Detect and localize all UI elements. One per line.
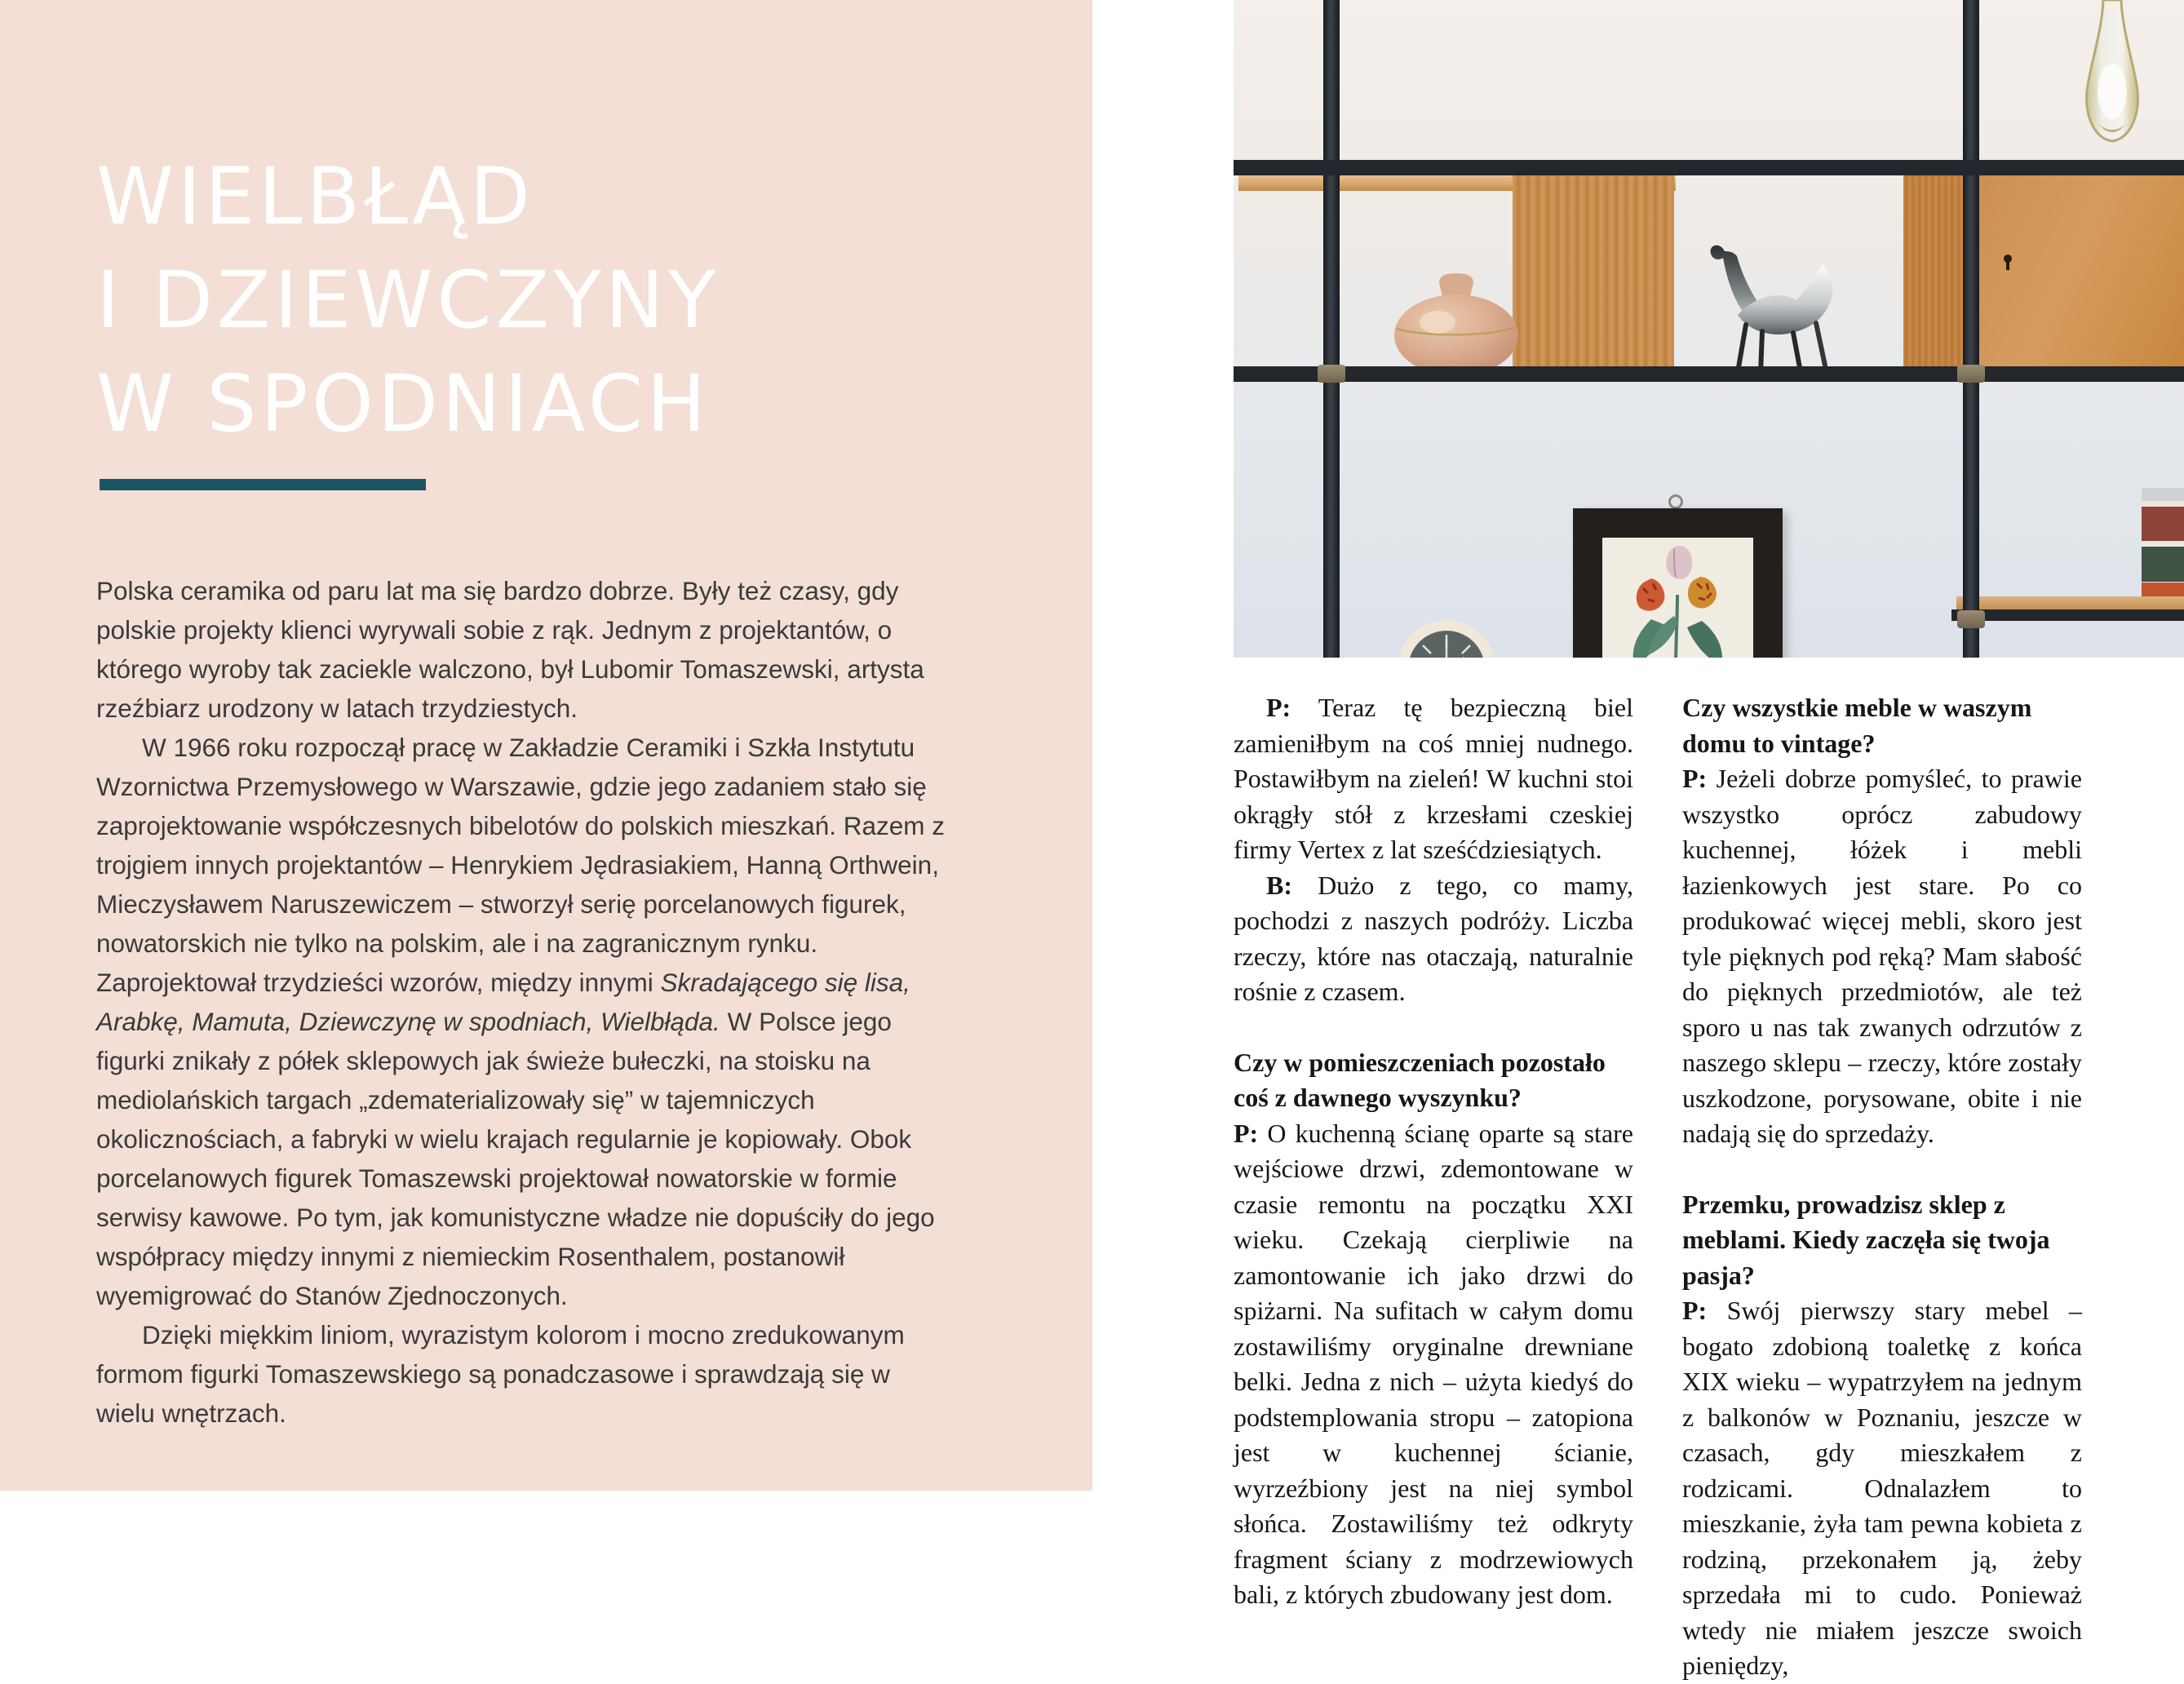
ceramic-vase (1392, 272, 1522, 374)
rail-connector (1318, 365, 1345, 383)
interview-paragraph (1234, 1116, 1633, 1613)
alarm-clock (1396, 618, 1497, 658)
speaker-label: P: (1682, 1296, 1708, 1325)
speaker-label: P: (1234, 1118, 1259, 1148)
paragraph-text: Swój pierwszy stary mebel – bogato zdobioną toaletkę z końca XIX wieku – wypatrzyłem na jednym z balkonów w Poznaniu, jeszcze w czasach, gdy mieszkałem z rodzicami. Odnalazłem to mieszkanie, żyła tam pewna kobieta z rodziną, przekonałem ją, żeby sprzedała mi to cudo. Ponieważ wtedy nie miałem jeszcze swoich pieniędzy, (1682, 1296, 2083, 1680)
glass-vase (2077, 0, 2148, 160)
interview-paragraph (1234, 868, 1633, 1010)
rail-connector (1957, 610, 1985, 628)
interview-question-heading: Czy wszystkie meble w waszym domu to vintage? (1682, 693, 2032, 758)
small-wooden-shelf (1956, 596, 2184, 609)
intro-paragraph-1: Polska ceramika od paru lat ma się bardzo dobrze. Były też czasy, gdy polskie projekty klienci wyrywali sobie z rąk. Jednym z projektantów, o którego wyroby tak zaciekle walczono, był Lubomir Tomaszewski, artysta rzeźbiarz urodzony w latach trzydziestych. (96, 576, 924, 723)
title-line-3: W SPODNIACH (96, 358, 711, 450)
small-shelf-black-edge (1951, 609, 2184, 621)
interview-column-2 (1682, 690, 2082, 1684)
title-underline-rule (100, 479, 426, 490)
speaker-label: P: (1682, 764, 1708, 793)
metal-rail-left (1323, 0, 1340, 658)
speaker-label: P: (1266, 693, 1291, 722)
speaker-label: B: (1266, 870, 1292, 900)
camel-figurine (1692, 243, 1844, 375)
paragraph-text: Dużo z tego, co mamy, pochodzi z naszych podróży. Liczba rzeczy, które nas otaczają, naturalnie rośnie z czasem. (1234, 870, 1634, 1006)
interview-question-heading: Czy w pomieszczeniach pozostało coś z dawnego wyszynku? (1234, 1047, 1606, 1112)
shelf-bar-bottom (1234, 366, 2184, 382)
page-title (96, 145, 720, 456)
intro-text-block (96, 571, 953, 1433)
intro-paragraph-2-run3: W Polsce jego figurki znikały z półek sklepowych jak świeże bułeczki, na stoisku na mediolańskich targach „zdematerializowały się” w tajemniczych okolicznościach, a fabryki w wielu krajach regularnie je kopiowały. Obok porcelanowych figurek Tomaszewski projektował nowatorskie w formie serwisy kawowe. Po tym, jak komunistyczne władze nie dopuściły do jego współpracy między innymi z niemieckim Rosenthalem, postanowił wyemigrować do Stanów Zjednoczonych. (96, 1007, 935, 1310)
title-line-2: I DZIEWCZYNY (96, 255, 720, 346)
wooden-divider-panel (1513, 175, 1674, 367)
interview-paragraph (1682, 761, 2082, 1152)
paragraph-text: Jeżeli dobrze pomyśleć, to prawie wszystko oprócz zabudowy kuchennej, łóżek i mebli łazienkowych jest stare. Po co produkować więcej mebli, skoro jest tyle pięknych pod ręką? Mam słabość do pięknych przedmiotów, ale też sporo u nas tak zwanych odrzutów z naszego sklepu – rzeczy, które zostały uszkodzone, porysowane, obite i nie nadają się do sprzedaży. (1682, 764, 2083, 1148)
intro-paragraph-3: Dzięki miękkim liniom, wyrazistym kolorom i mocno zredukowanym formom figurki Tomaszewskiego są ponadczasowe i sprawdzają się w wielu wnętrzach. (96, 1320, 905, 1428)
interview-column-1 (1234, 690, 1633, 1613)
interior-photo (1234, 0, 2184, 658)
paragraph-text: O kuchenną ścianę oparte są stare wejściowe drzwi, zdemontowane w czasie remontu na początku XXI wieku. Czekają cierpliwie na zamontowanie ich jako drzwi do spiżarni. Na sufitach w całym domu zostawiliśmy oryginalne drewniane belki. Jedna z nich – użyta kiedyś do podstemplowania stropu – zatopiona jest w kuchennej ścianie, wyrzeźbiony jest na niej symbol słońca. Zostawiliśmy też odkryty fragment ściany z modrzewiowych bali, z których zbudowany jest dom. (1234, 1118, 1634, 1609)
tulip-botanical-print (1602, 538, 1753, 658)
rail-connector (1957, 365, 1985, 383)
tulip-print-frame (1573, 508, 1783, 658)
cabinet-door (1978, 175, 2184, 367)
title-line-1: WIELBŁĄD (96, 151, 534, 242)
intro-paragraph-2-italic-titles: Skradającego się lisa, Arabkę, Mamuta, Dziewczynę w spodniach, Wielbłąda. (96, 968, 910, 1036)
intro-paragraph-2-run1: W 1966 roku rozpoczął pracę w Zakładzie Ceramiki i Szkła Instytutu Wzornictwa Przemysłowego w Warszawie, gdzie jego zadaniem stało się zaprojektowanie współczesnych bibelotów do polskich mieszkań. Razem z trojgiem innych projektantów – Henrykiem Jędrasiakiem, Hanną Orthwein, Mieczysławem Naruszewiczem – stworzył serię porcelanowych figurek, nowatorskich nie tylko na polskim, ale i na zagranicznym rynku. Zaprojektował trzydzieści wzorów, między innymi (96, 733, 945, 997)
interview-question-heading: Przemku, prowadzisz sklep z meblami. Kiedy zaczęła się twoja pasja? (1682, 1189, 2050, 1290)
paragraph-text: Teraz tę bezpieczną biel zamieniłbym na coś mniej nudnego. Postawiłbym na zieleń! W kuchni stoi okrągły stół z krzesłami czeskiej firmy Vertex z lat sześćdziesiątych. (1234, 693, 1634, 864)
book-green (2142, 543, 2184, 582)
picture-hook-icon (1668, 494, 1683, 509)
interview-paragraph (1682, 1293, 2082, 1684)
interview-paragraph (1234, 690, 1633, 868)
book-red (2142, 501, 2184, 541)
book-pale (2142, 488, 2184, 501)
metal-rail-right (1963, 0, 1979, 658)
left-page-panel (0, 0, 1092, 1491)
shelf-bar-top (1234, 160, 2184, 175)
intro-paragraph-2 (96, 728, 953, 1315)
book-orange (2142, 583, 2184, 596)
keyhole-icon (2004, 255, 2012, 263)
